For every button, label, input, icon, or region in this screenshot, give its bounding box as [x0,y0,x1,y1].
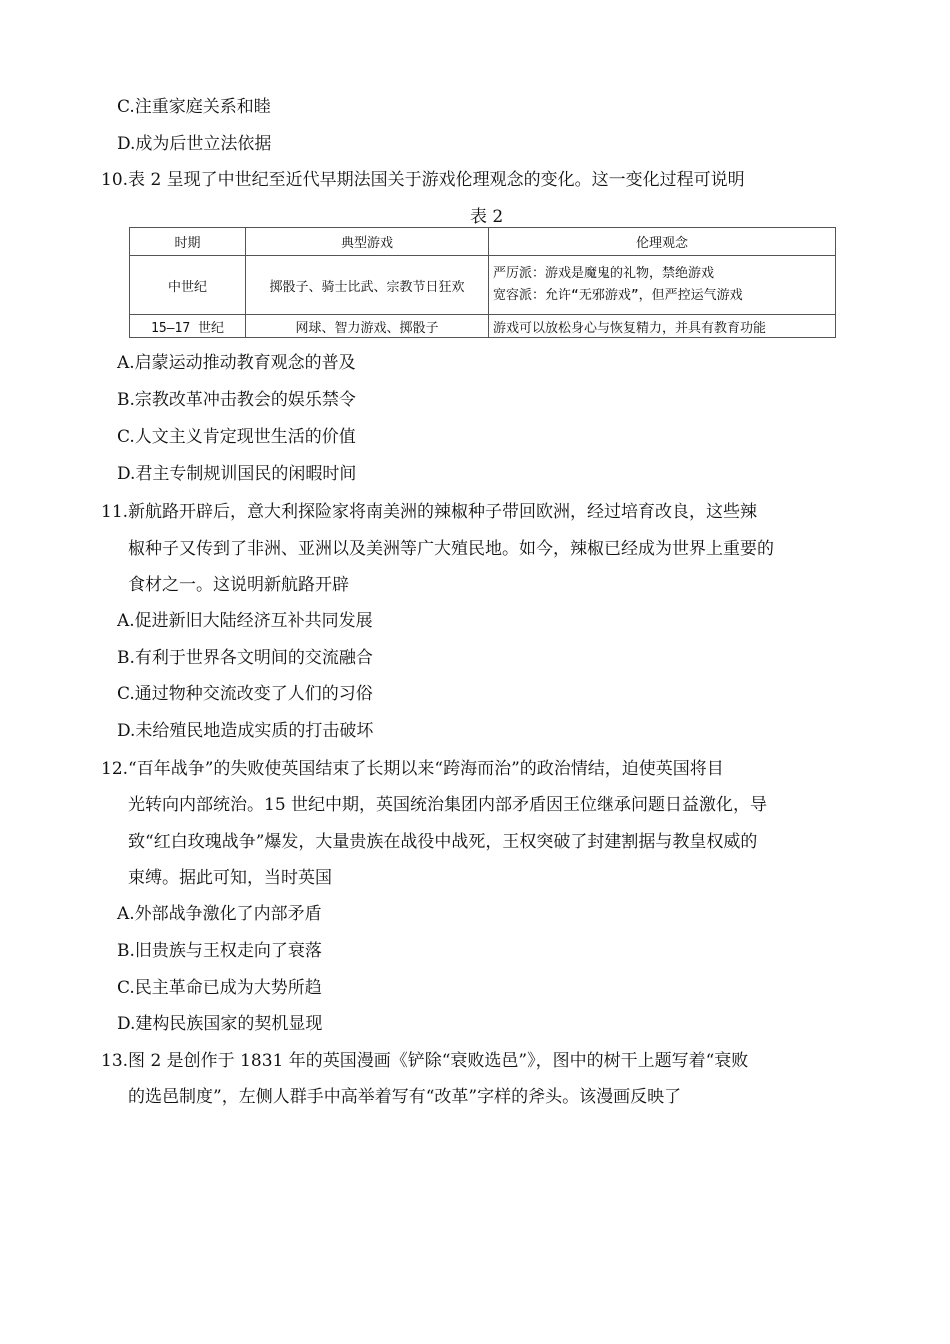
q13-stem-line-1: 13.图 2 是创作于 1831 年的英国漫画《铲除“衰败选邑”》，图中的树干上题写着“衰败 [101,1051,749,1071]
ethics-strict: 严厉派：游戏是魔鬼的礼物，禁绝游戏 [493,266,715,281]
game-ethics-table [129,227,836,338]
table-header-row [130,228,836,256]
q11-stem-line-2: 椒种子又传到了非洲、亚洲以及美洲等广大殖民地。如今，辣椒已经成为世界上重要的 [128,539,774,559]
q11-stem-line-1: 11.新航路开辟后，意大利探险家将南美洲的辣椒种子带回欧洲，经过培育改良，这些辣 [101,502,758,522]
q12-stem-line-2: 光转向内部统治。15 世纪中期，英国统治集团内部矛盾因王位继承问题日益激化，导 [128,795,768,815]
q10-stem: 10.表 2 呈现了中世纪至近代早期法国关于游戏伦理观念的变化。这一变化过程可说明 [101,170,745,190]
table-caption: 表 2 [470,207,504,227]
q13-stem-line-2: 的选邑制度”，左侧人群手中高举着写有“改革”字样的斧头。该漫画反映了 [128,1087,682,1107]
header-games: 典型游戏 [246,228,489,256]
cell-ethics: 游戏可以放松身心与恢复精力，并具有教育功能 [489,315,836,338]
q10-option-a: A.启蒙运动推动教育观念的普及 [117,353,356,373]
table-row [130,315,836,338]
cell-games: 网球、智力游戏、掷骰子 [246,315,489,338]
q11-stem-line-3: 食材之一。这说明新航路开辟 [128,575,349,595]
q11-option-c: C.通过物种交流改变了人们的习俗 [117,684,373,704]
q12-option-a: A.外部战争激化了内部矛盾 [117,904,322,924]
header-ethics: 伦理观念 [489,228,836,256]
q10-option-d: D.君主专制规训国民的闲暇时间 [117,464,357,484]
q11-option-a: A.促进新旧大陆经济互补共同发展 [117,611,373,631]
q12-option-d: D.建构民族国家的契机显现 [117,1014,323,1034]
q10-option-c: C.人文主义肯定现世生活的价值 [117,427,356,447]
q12-stem-line-4: 束缚。据此可知，当时英国 [128,868,332,888]
cell-games: 掷骰子、骑士比武、宗教节日狂欢 [246,256,489,315]
q12-stem-line-1: 12.“百年战争”的失败使英国结束了长期以来“跨海而治”的政治情结，迫使英国将目 [101,759,724,779]
q12-option-c: C.民主革命已成为大势所趋 [117,978,322,998]
q11-option-d: D.未给殖民地造成实质的打击破坏 [117,721,374,741]
header-period: 时期 [130,228,246,256]
q9-option-c: C.注重家庭关系和睦 [117,97,271,117]
cell-ethics [489,256,836,315]
q9-option-d: D.成为后世立法依据 [117,134,272,154]
q12-option-b: B.旧贵族与王权走向了衰落 [117,941,322,961]
q11-option-b: B.有利于世界各文明间的交流融合 [117,648,373,668]
q10-option-b: B.宗教改革冲击教会的娱乐禁令 [117,390,356,410]
cell-period: 中世纪 [130,256,246,315]
cell-period: 15—17 世纪 [130,315,246,338]
ethics-tolerant: 宽容派：允许“无邪游戏”，但严控运气游戏 [493,288,743,303]
q12-stem-line-3: 致“红白玫瑰战争”爆发，大量贵族在战役中战死，王权突破了封建割据与教皇权威的 [128,832,758,852]
table-row [130,256,836,315]
